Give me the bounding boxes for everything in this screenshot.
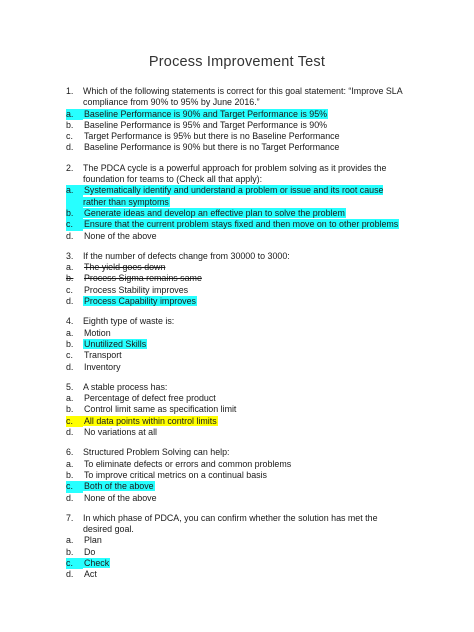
page-title: Process Improvement Test [148, 54, 326, 70]
option-letter: c. [66, 350, 73, 361]
option-c [66, 285, 408, 296]
option-text: None of the above [84, 492, 157, 503]
question-text: The PDCA cycle is a powerful approach for problem solving as it provides the foundation for teams to (Check all that apply): [83, 162, 387, 185]
question-text: A stable process has: [83, 381, 168, 392]
option-letter: d. [66, 142, 74, 153]
option-text: Inventory [84, 361, 121, 372]
option-letter: c. [66, 284, 73, 295]
option-letter: a. [66, 262, 74, 273]
option-text: No variations at all [84, 427, 158, 438]
option-text: Motion [84, 327, 111, 338]
question-stem [66, 251, 408, 262]
option-letter: c. [66, 219, 83, 230]
question-text: In which phase of PDCA, you can confirm whether the solution has met the desired goal. [83, 512, 378, 535]
option-b [66, 120, 408, 131]
option-letter: b. [66, 404, 74, 415]
option-d [66, 493, 408, 504]
option-a [66, 328, 408, 339]
option-letter: a. [66, 535, 74, 546]
option-letter: b. [66, 119, 74, 130]
option-text: Act [84, 569, 97, 580]
option-d [66, 362, 408, 373]
option-text: Check [84, 557, 110, 568]
question-number: 1. [66, 86, 74, 96]
question-4 [66, 316, 408, 372]
option-b [66, 470, 408, 481]
question-stem [66, 316, 408, 327]
question-number: 3. [66, 250, 74, 261]
option-c [66, 481, 408, 492]
option-text: Target Performance is 95% but there is no Baseline Performance [84, 131, 340, 142]
option-letter: d. [66, 427, 74, 438]
option-text: Process Capability improves [84, 296, 196, 307]
option-d [66, 427, 408, 438]
option-text: Both of the above [84, 481, 154, 492]
option-text: Baseline Performance is 90% but there is no Target Performance [84, 142, 340, 153]
option-d [66, 231, 408, 242]
option-text: Systematically identify and understand a problem or issue and its root cause rather than symptoms [83, 185, 384, 207]
option-letter: b. [66, 469, 74, 480]
question-2 [66, 163, 408, 242]
option-letter: d. [66, 230, 74, 241]
option-text: Ensure that the current problem stays fixed and then move on to other problems [84, 219, 399, 230]
option-text: Control limit same as specification limit [84, 404, 237, 415]
option-b [66, 339, 408, 350]
option-c [66, 131, 408, 142]
option-text: Plan [84, 535, 102, 546]
question-number: 5. [66, 381, 74, 392]
option-d [66, 296, 408, 307]
question-1 [66, 86, 408, 154]
question-stem [66, 513, 408, 536]
question-stem [66, 86, 408, 109]
question-6 [66, 447, 408, 503]
option-text: Baseline Performance is 95% and Target Performance is 90% [84, 119, 328, 130]
option-text: To improve critical metrics on a continual basis [84, 469, 267, 480]
option-a [66, 535, 408, 546]
question-7 [66, 513, 408, 581]
option-b [66, 404, 408, 415]
option-letter: c. [66, 131, 73, 142]
option-text: Unutilized Skills [84, 338, 147, 349]
option-text: Transport [84, 350, 122, 361]
option-letter: a. [66, 109, 83, 120]
option-letter: a. [66, 327, 74, 338]
option-letter: c. [66, 558, 83, 569]
option-d [66, 569, 408, 580]
question-number: 6. [66, 447, 74, 458]
question-number: 4. [66, 316, 74, 327]
option-text: Generate ideas and develop an effective plan to solve the problem [84, 207, 345, 218]
option-b [66, 547, 408, 558]
option-letter: d. [66, 296, 74, 307]
question-number: 2. [66, 162, 74, 173]
question-5 [66, 382, 408, 438]
option-c [66, 416, 408, 427]
option-text: Baseline Performance is 90% and Target Performance is 95% [84, 108, 328, 119]
question-text: If the number of defects change from 30000 to 3000: [83, 250, 290, 261]
question-stem [66, 163, 408, 186]
option-c [66, 350, 408, 361]
option-text: None of the above [84, 230, 157, 241]
option-a [66, 109, 408, 120]
option-letter: c. [66, 481, 83, 492]
option-text: Process Stability improves [84, 284, 189, 295]
option-a [66, 459, 408, 470]
question-text: Structured Problem Solving can help: [83, 447, 230, 458]
option-d [66, 142, 408, 153]
option-text: To eliminate defects or errors and common problems [84, 458, 292, 469]
question-text: Which of the following statements is correct for this goal statement: “Improve SLA compliance from 90% to 95% by June 2016.” [83, 86, 403, 108]
question-stem [66, 382, 408, 393]
option-b [66, 273, 408, 284]
option-text: The yield goes down [84, 262, 166, 273]
option-text: All data points within control limits [84, 415, 217, 426]
option-text: Percentage of defect free product [84, 393, 216, 404]
option-letter: a. [66, 393, 74, 404]
option-letter: b. [66, 208, 83, 219]
option-a [66, 393, 408, 404]
question-stem [66, 447, 408, 458]
option-text: Do [84, 546, 96, 557]
option-letter: d. [66, 569, 74, 580]
question-3 [66, 251, 408, 307]
option-a [66, 185, 408, 208]
option-c [66, 219, 408, 230]
option-text: Process Sigma remains same [84, 273, 202, 284]
option-letter: b. [66, 546, 74, 557]
option-letter: a. [66, 185, 83, 208]
option-letter: b. [66, 273, 74, 284]
option-c [66, 558, 408, 569]
question-text: Eighth type of waste is: [83, 316, 175, 327]
option-a [66, 262, 408, 273]
option-letter: b. [66, 338, 74, 349]
option-letter: d. [66, 492, 74, 503]
option-b [66, 208, 408, 219]
option-letter: a. [66, 458, 74, 469]
question-number: 7. [66, 512, 74, 523]
option-letter: c. [66, 416, 83, 427]
option-letter: d. [66, 361, 74, 372]
